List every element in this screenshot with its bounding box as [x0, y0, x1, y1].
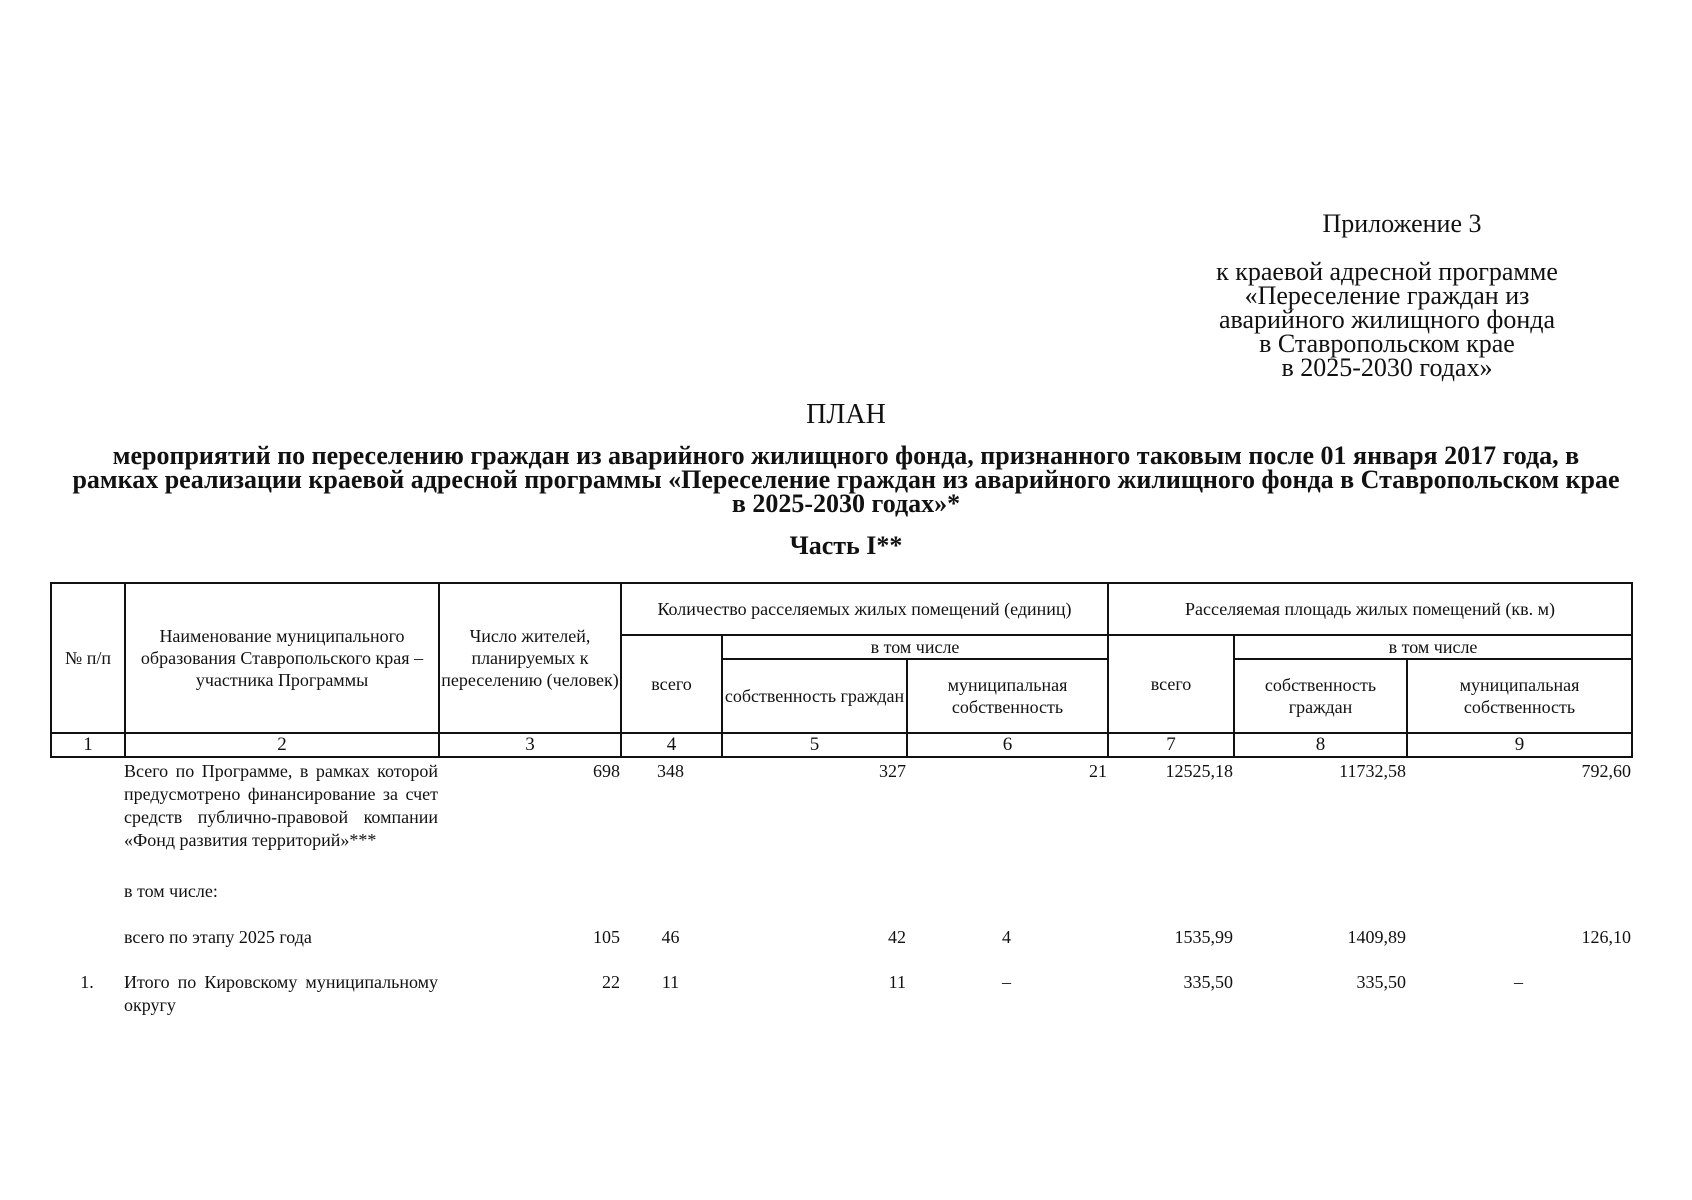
column-number: 5: [722, 733, 907, 757]
header-name: Наименование муниципального образования Ставропольского края – участника Программы: [125, 583, 439, 733]
row-area-total: 335,50: [1183, 972, 1233, 992]
row-units-total: 348: [657, 761, 684, 781]
header-units-total: всего: [621, 635, 722, 733]
row-num: [50, 880, 124, 926]
header-area-total: всего: [1108, 635, 1234, 733]
header-area-municipal: муниципальная собственность: [1407, 659, 1632, 733]
column-number: 1: [51, 733, 125, 757]
row-name: всего по этапу 2025 года: [124, 927, 312, 947]
table-row: [50, 926, 1631, 971]
row-name: Итого по Кировскому муниципальному округу: [124, 972, 438, 1015]
row-name: в том числе:: [124, 881, 218, 901]
table-row: [50, 971, 1631, 1019]
header-residents: Число жителей, планируемых к переселению (человек): [439, 583, 621, 733]
row-units-total: [620, 880, 721, 926]
appendix-line: к краевой адресной программе: [1216, 257, 1558, 286]
row-area-total: 1535,99: [1174, 927, 1233, 947]
header-area-citizens: собственность граждан: [1234, 659, 1407, 733]
header-area-including: в том числе: [1234, 635, 1632, 659]
plan-title: ПЛАН: [806, 399, 886, 430]
header-area-group: Расселяемая площадь жилых помещений (кв. м): [1108, 583, 1632, 635]
row-units-citizens: 327: [879, 761, 906, 781]
row-area-municipal: –: [1514, 972, 1523, 992]
header-units-citizens: собственность граждан: [722, 659, 907, 733]
appendix-line: «Переселение граждан из: [1244, 281, 1530, 310]
table-row: [50, 880, 1631, 926]
row-units-municipal: –: [1002, 972, 1011, 992]
row-units-citizens: [721, 880, 906, 926]
row-area-total: 12525,18: [1165, 761, 1233, 781]
row-units-municipal: 4: [1002, 927, 1011, 947]
row-residents: 22: [602, 972, 620, 992]
appendix-line: в 2025-2030 годах»: [1281, 353, 1493, 382]
header-units-municipal: муниципальная собственность: [907, 659, 1108, 733]
row-area-municipal: 792,60: [1581, 761, 1631, 781]
plan-table-header: [50, 582, 1633, 758]
header-units-group: Количество расселяемых жилых помещений (единиц): [621, 583, 1108, 635]
row-area-total: [1107, 880, 1233, 926]
row-num: [50, 760, 124, 862]
row-units-total: 46: [661, 927, 680, 947]
row-units-municipal: [906, 880, 1107, 926]
row-units-citizens: 11: [888, 972, 906, 992]
plan-description-line: рамках реализации краевой адресной программы «Переселение граждан из аварийного жилищного фонда в Ставропольском крае: [72, 465, 1620, 494]
row-residents: 105: [593, 927, 620, 947]
row-area-citizens: [1233, 880, 1406, 926]
row-units-municipal: 21: [1089, 761, 1107, 781]
row-num: 1.: [80, 972, 94, 992]
header-units-including: в том числе: [722, 635, 1108, 659]
row-units-total: 11: [661, 972, 680, 992]
row-area-municipal: [1406, 880, 1631, 926]
appendix-line: в Ставропольском крае: [1259, 329, 1515, 358]
plan-description-line: в 2025-2030 годах»*: [731, 489, 961, 518]
row-residents: 698: [593, 761, 620, 781]
part-title: Часть I**: [789, 531, 903, 560]
row-residents: [438, 880, 620, 926]
row-num: [50, 926, 124, 971]
column-number: 7: [1108, 733, 1234, 757]
plan-table-body: [50, 760, 1631, 1019]
row-area-citizens: 11732,58: [1339, 761, 1406, 781]
row-area-citizens: 335,50: [1356, 972, 1406, 992]
appendix-line: аварийного жилищного фонда: [1218, 305, 1556, 334]
column-number: 9: [1407, 733, 1632, 757]
column-number: 8: [1234, 733, 1407, 757]
plan-description-line: мероприятий по переселению граждан из аварийного жилищного фонда, признанного таковым после 01 января 2017 года, в: [112, 441, 1580, 470]
header-num: № п/п: [51, 583, 125, 733]
column-number: 2: [125, 733, 439, 757]
appendix-subtitle: [1177, 257, 1597, 382]
row-area-citizens: 1409,89: [1347, 927, 1406, 947]
table-row: [50, 760, 1631, 862]
row-name: Всего по Программе, в рамках которой предусмотрено финансирование за счет средств публично-правовой компании «Фонд развития территорий»***: [124, 761, 438, 850]
column-number: 6: [907, 733, 1108, 757]
row-units-citizens: 42: [888, 927, 906, 947]
appendix-title: Приложение 3: [1322, 209, 1482, 238]
plan-description: [40, 441, 1652, 518]
row-area-municipal: 126,10: [1581, 927, 1631, 947]
column-number: 4: [621, 733, 722, 757]
column-number: 3: [439, 733, 621, 757]
